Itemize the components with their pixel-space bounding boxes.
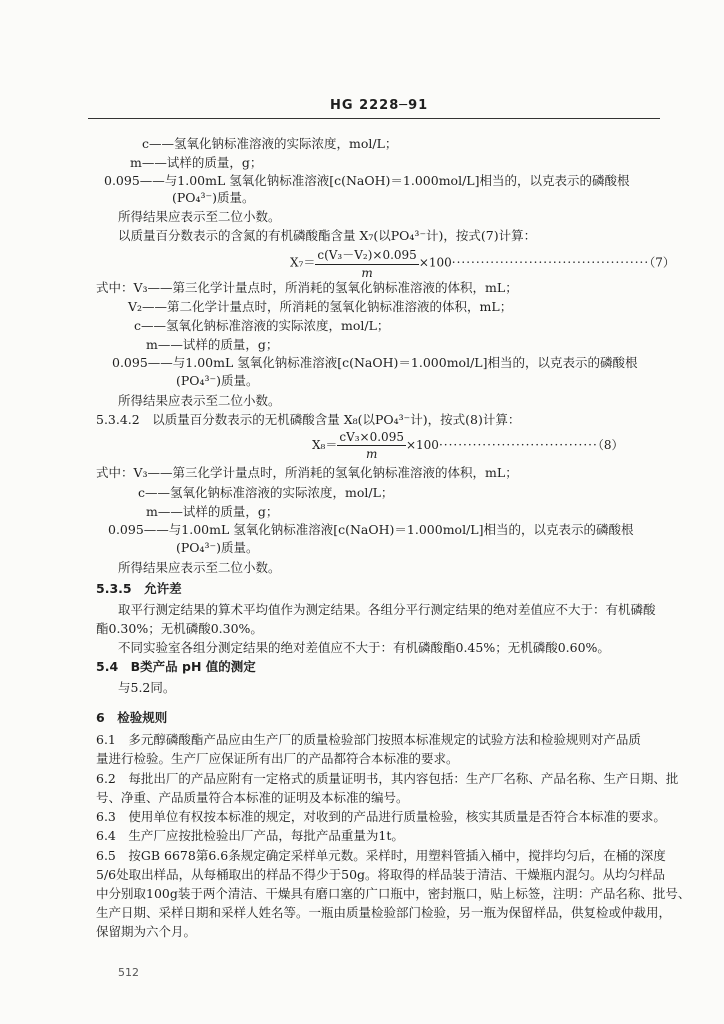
definition-c: c——氢氧化钠标准溶液的实际浓度，mol/L； [142, 136, 398, 151]
formula-7-lhs: X₇＝ [290, 255, 316, 270]
formula-8-numerator: cV₃×0.095 [339, 430, 404, 444]
page-header: HG 2228─91 [330, 98, 429, 113]
paragraph-text: 中分别取100g装于两个清洁、干燥具有磨口塞的广口瓶中，密封瓶口，贴上标签，注明：产品名称、批号、 [96, 886, 691, 901]
section-heading-5-3-5: 5.3.5 允许差 [96, 581, 182, 596]
paragraph-text: 不同实验室各组分测定结果的绝对差值应不大于：有机磷酸酯0.45%；无机磷酸0.60%。 [118, 640, 610, 655]
header-rule [88, 118, 660, 119]
definition-c: c——氢氧化钠标准溶液的实际浓度，mol/L； [134, 318, 390, 333]
definition-po4: (PO₄³⁻)质量。 [176, 540, 259, 555]
definition-v2: V₂——第二化学计量点时，所消耗的氢氧化钠标准溶液的体积，mL； [128, 299, 513, 314]
definition-v3: 式中：V₃——第三化学计量点时，所消耗的氢氧化钠标准溶液的体积，mL； [96, 465, 518, 480]
formula-8-denominator: m [365, 447, 378, 461]
formula-7-dots: ········································· [451, 255, 650, 270]
paragraph-text: 5/6处取出样品，从每桶取出的样品不得少于50g。将取得的样品装于清洁、干燥瓶内混匀。从均匀样品 [96, 867, 666, 882]
result-note: 所得结果应表示至二位小数。 [118, 209, 281, 224]
formula-7 [290, 246, 675, 280]
definition-po4: (PO₄³⁻)质量。 [172, 190, 255, 205]
formula-8-dots: ································· [438, 438, 598, 452]
paragraph-text: 6.1 多元醇磷酸酯产品应由生产厂的质量检验部门按照本标准规定的试验方法和检验规则对产品质 [96, 732, 641, 747]
formula-8-tail: ×100 [405, 438, 439, 452]
paragraph-text: 6.3 使用单位有权按本标准的规定，对收到的产品进行质量检验，核实其质量是否符合本标准的要求。 [96, 809, 666, 824]
section-heading-6: 6 检验规则 [96, 710, 168, 725]
formula-8-lhs: X₈＝ [312, 438, 338, 452]
paragraph-text: 酯0.30%；无机磷酸0.30%。 [96, 621, 263, 636]
definition-m: m——试样的质量，g； [130, 155, 263, 170]
paragraph-text: 6.2 每批出厂的产品应附有一定格式的质量证明书，其内容包括：生产厂名称、产品名称、生产日期、批 [96, 771, 679, 786]
paragraph-text: 6.5 按GB 6678第6.6条规定确定采样单元数。采样时，用塑料管插入桶中，搅拌均匀后，在桶的深度 [96, 848, 666, 863]
paragraph-text: 6.4 生产厂应按批检验出厂产品，每批产品重量为1t。 [96, 828, 404, 843]
section-heading-5-4: 5.4 B类产品 pH 值的测定 [96, 659, 256, 674]
formula-7-tag: （7） [649, 255, 675, 270]
paragraph-text: 量进行检验。生产厂应保证所有出厂的产品都符合本标准的要求。 [96, 751, 459, 766]
definition-m: m——试样的质量，g； [146, 504, 279, 519]
definition-0095: 0.095——与1.00mL 氢氧化钠标准溶液[c(NaOH)＝1.000mol/L]相当的，以克表示的磷酸根 [108, 522, 634, 537]
definition-po4: (PO₄³⁻)质量。 [176, 373, 259, 388]
formula-7-denominator: m [361, 266, 373, 280]
formula-8 [312, 430, 623, 461]
formula-8-intro: 5.3.4.2 以质量百分数表示的无机磷酸含量 X₈(以PO₄³⁻计)，按式(8)计算： [96, 412, 521, 427]
formula-7-numerator: c(V₃－V₂)×0.095 [315, 246, 418, 265]
paragraph-text: 取平行测定结果的算术平均值作为测定结果。各组分平行测定结果的绝对差值应不大于：有机磷酸 [118, 602, 656, 617]
definition-m: m——试样的质量，g； [146, 337, 279, 352]
result-note: 所得结果应表示至二位小数。 [118, 393, 281, 408]
formula-7-fraction [315, 246, 418, 280]
definition-c: c——氢氧化钠标准溶液的实际浓度，mol/L； [138, 485, 394, 500]
result-note: 所得结果应表示至二位小数。 [118, 560, 281, 575]
formula-8-fraction [337, 430, 406, 461]
formula-7-tail: ×100 [418, 255, 452, 270]
formula-8-tag: （8） [597, 438, 624, 452]
paragraph-text: 与5.2同。 [118, 680, 176, 695]
formula-7-intro: 以质量百分数表示的含氮的有机磷酸酯含量 X₇(以PO₄³⁻计)，按式(7)计算： [118, 228, 537, 243]
paragraph-text: 保留期为六个月。 [96, 924, 197, 939]
paragraph-text: 生产日期、采样日期和采样人姓名等。一瓶由质量检验部门检验，另一瓶为保留样品，供复检或仲裁用， [96, 905, 672, 920]
definition-v3: 式中：V₃——第三化学计量点时，所消耗的氢氧化钠标准溶液的体积，mL； [96, 280, 518, 295]
page-number: 512 [118, 966, 139, 979]
definition-0095: 0.095——与1.00mL 氢氧化钠标准溶液[c(NaOH)＝1.000mol/L]相当的，以克表示的磷酸根 [104, 173, 630, 188]
definition-0095: 0.095——与1.00mL 氢氧化钠标准溶液[c(NaOH)＝1.000mol/L]相当的，以克表示的磷酸根 [112, 355, 638, 370]
paragraph-text: 号、净重、产品质量符合本标准的证明及本标准的编号。 [96, 790, 409, 805]
